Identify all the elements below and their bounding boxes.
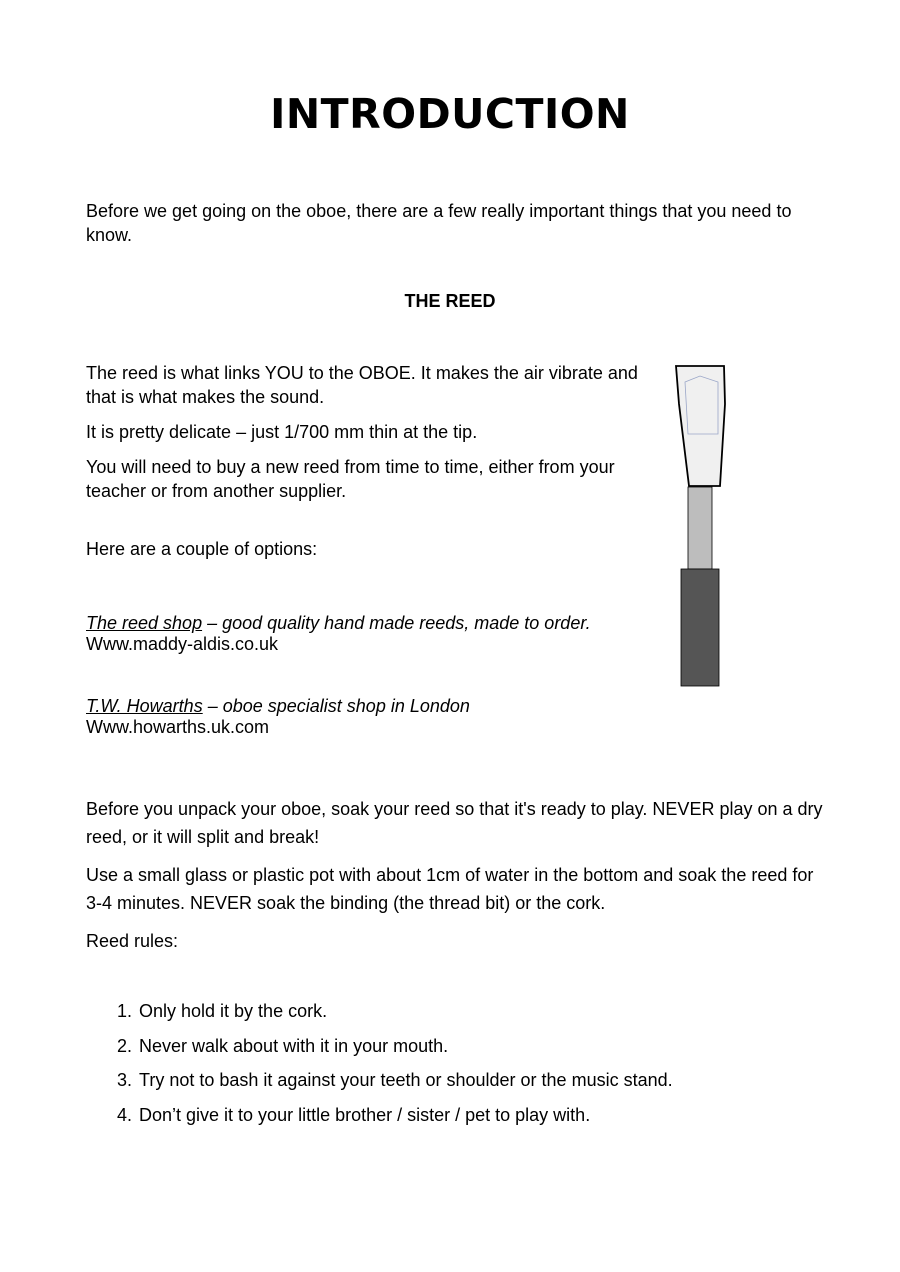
supplier-1-name: The reed shop <box>86 613 203 633</box>
list-item <box>86 1034 673 1069</box>
rule-number: 2. <box>117 1035 133 1056</box>
supplier-2-description: – oboe specialist shop in London <box>202 696 470 716</box>
list-item <box>86 1068 673 1103</box>
soaking-paragraph-1: Before you unpack your oboe, soak your reed so that it's ready to play. NEVER play on a dry reed, or it will split and break! <box>86 799 823 847</box>
supplier-1 <box>86 613 656 655</box>
rule-number: 4. <box>117 1104 133 1125</box>
supplier-2 <box>86 696 656 738</box>
list-item <box>86 1103 673 1138</box>
soaking-paragraph-2: Use a small glass or plastic pot with about 1cm of water in the bottom and soak the reed for 3-4 minutes. NEVER soak the binding (the thread bit) or the cork. <box>86 865 814 913</box>
supplier-2-name: T.W. Howarths <box>86 696 203 716</box>
rule-text: Only hold it by the cork. <box>139 1001 328 1021</box>
rule-text: Try not to bash it against your teeth or shoulder or the music stand. <box>139 1070 673 1090</box>
reed-rules-label: Reed rules: <box>86 931 179 951</box>
reed-paragraph-2: It is pretty delicate – just 1/700 mm thin at the tip. <box>86 422 478 442</box>
reed-staple <box>688 487 712 569</box>
reed-paragraph-3: You will need to buy a new reed from time to time, either from your teacher or from another supplier. <box>86 457 615 501</box>
page-title: INTRODUCTION <box>270 90 630 138</box>
options-intro: Here are a couple of options: <box>86 539 318 559</box>
rule-text: Never walk about with it in your mouth. <box>139 1035 449 1056</box>
oboe-reed-illustration <box>672 364 730 690</box>
reed-cork <box>681 569 719 686</box>
supplier-1-website: Www.maddy-aldis.co.uk <box>86 634 279 654</box>
supplier-1-description: – good quality hand made reeds, made to order. <box>202 613 591 633</box>
reed-paragraph-1: The reed is what links YOU to the OBOE. It makes the air vibrate and that is what makes the sound. <box>86 363 638 407</box>
rule-number: 1. <box>117 1001 133 1021</box>
section-heading-reed: THE REED <box>404 291 496 311</box>
rule-text: Don’t give it to your little brother / sister / pet to play with. <box>139 1104 591 1125</box>
reed-rules-list <box>86 999 673 1137</box>
supplier-2-website: Www.howarths.uk.com <box>86 717 270 737</box>
rule-number: 3. <box>117 1070 133 1090</box>
intro-paragraph: Before we get going on the oboe, there are a few really important things that you need to know. <box>86 201 792 245</box>
list-item <box>86 999 673 1034</box>
